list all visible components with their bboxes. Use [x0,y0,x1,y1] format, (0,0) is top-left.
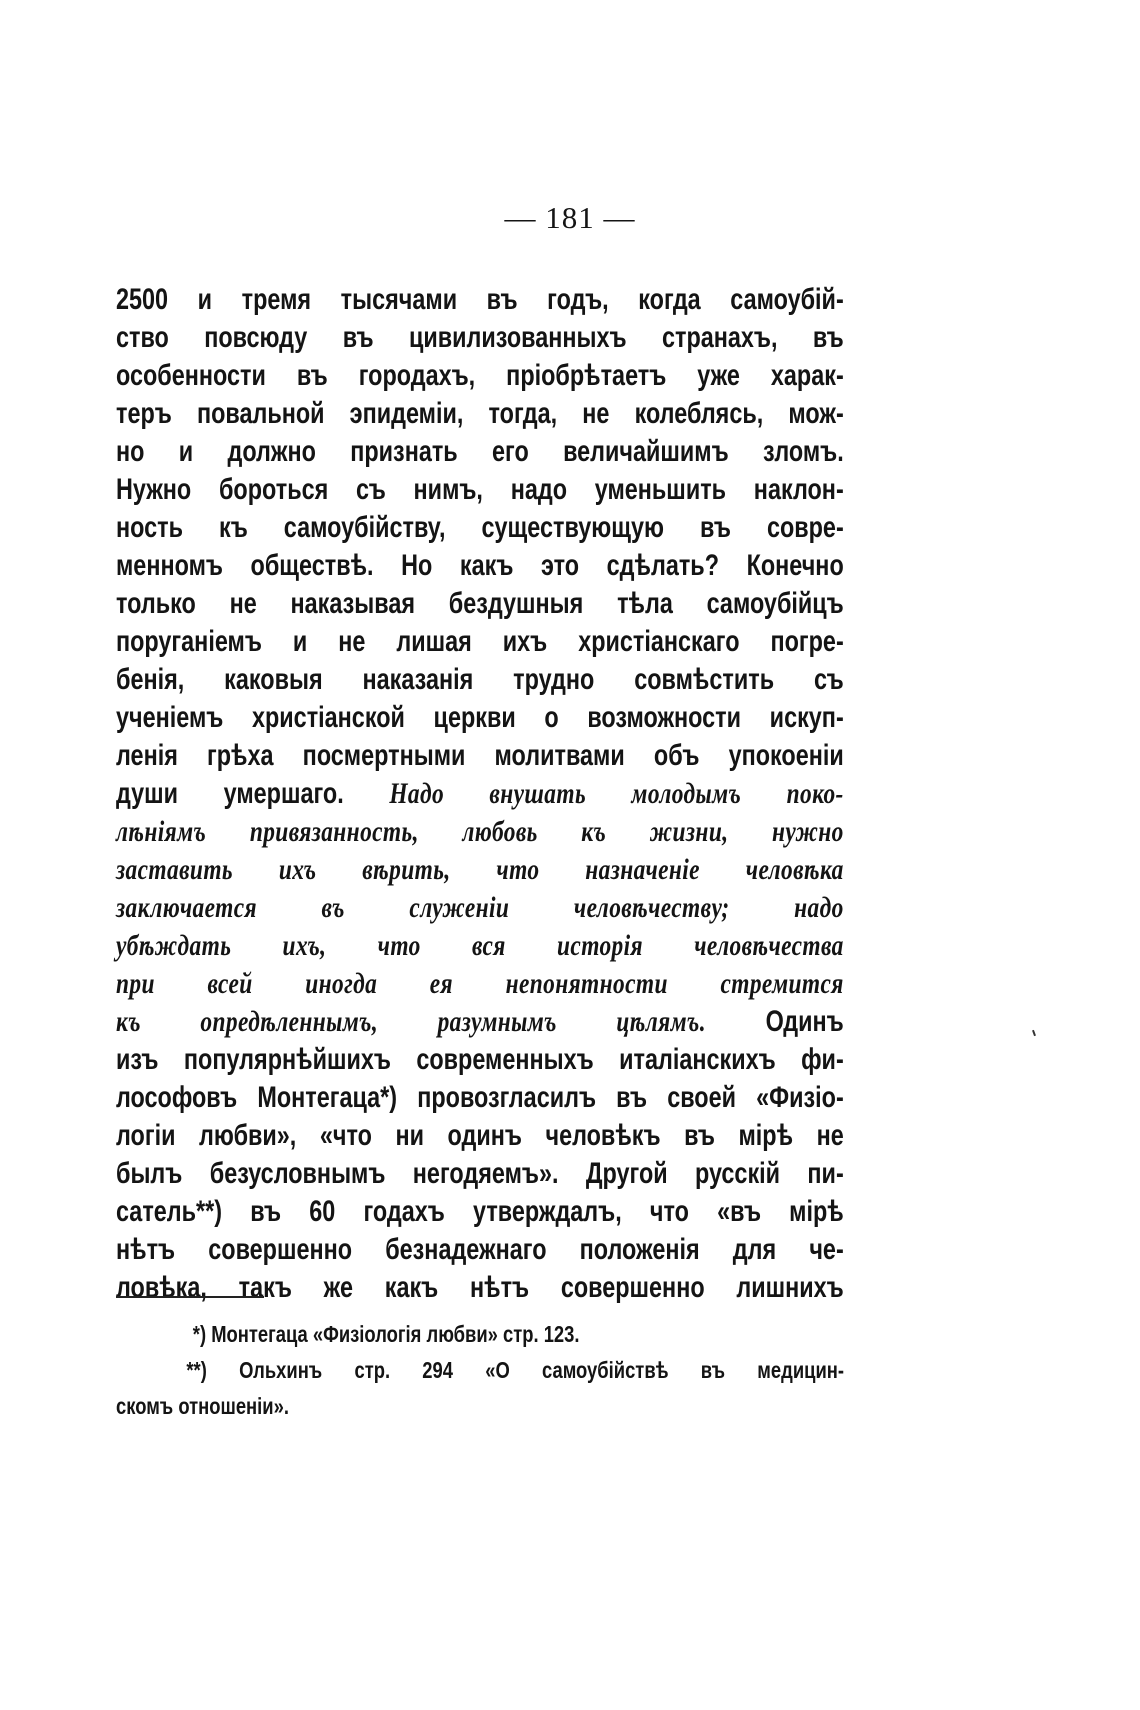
italic-text-run: при всей иногда ея непонятности стремится [116,967,844,1000]
text-run: но и должно признать его величайшимъ зломъ. [116,435,844,468]
text-line [116,509,844,547]
page-number: — 181 — [504,200,636,235]
text-line [116,357,844,395]
footnotes [116,1316,844,1424]
text-run: только не наказывая бездушныя тѣла самоубійцъ [116,587,844,620]
italic-text-run: заключается въ служеніи человѣчеству; надо [116,891,844,924]
text-line [116,1155,844,1193]
text-line [116,1269,844,1307]
text-run: былъ безусловнымъ негодяемъ». Другой русскій пи- [116,1157,844,1190]
text-line [116,1193,844,1231]
text-run: ученіемъ христіанской церкви о возможности искуп- [116,701,844,734]
text-line [116,547,844,585]
italic-text-run: убѣждать ихъ, что вся исторія человѣчества [116,929,844,962]
text-line [116,281,844,319]
text-line [116,1003,844,1041]
text-line [116,889,844,927]
text-line [116,1079,844,1117]
text-run: теръ повальной эпидеміи, тогда, не колеблясь, мож- [116,397,844,430]
text-line [116,699,844,737]
text-line [116,471,844,509]
text-line [116,585,844,623]
text-run: нѣтъ совершенно безнадежнаго положенія для че- [116,1233,844,1266]
italic-text-run: лѣніямъ привязанность, любовь къ жизни, нужно [116,815,844,848]
text-run: менномъ обществѣ. Но какъ это сдѣлать? Конечно [116,549,844,582]
text-run: Нужно бороться съ нимъ, надо уменьшить наклон- [116,473,844,506]
text-line [116,1041,844,1079]
text-run: логіи любви», «что ни одинъ человѣкъ въ мірѣ не [116,1119,844,1152]
italic-text-run: заставить ихъ вѣрить, что назначеніе человѣка [116,853,844,886]
text-line [116,775,844,813]
text-run: Одинъ [705,1005,844,1038]
text-line [116,1231,844,1269]
text-line [116,319,844,357]
text-run: ность къ самоубійству, существующую въ совре- [116,511,844,544]
text-run: ленія грѣха посмертными молитвами объ упокоеніи [116,739,844,772]
text-run: бенія, каковыя наказанія трудно совмѣстить съ [116,663,844,696]
body-text [116,281,844,1307]
text-run: 2500 и тремя тысячами въ годъ, когда самоубій- [116,283,844,316]
footnote-1: *) Монтегаца «Физіологія любви» стр. 123. [192,1321,580,1347]
footnote-2-line-2: скомъ отношеніи». [116,1393,289,1419]
text-line [116,851,844,889]
text-line [116,1117,844,1155]
text-run: души умершаго. [116,777,390,810]
text-run: лософовъ Монтегаца*) провозгласилъ въ своей «Физіо- [116,1081,844,1114]
text-line [116,965,844,1003]
text-run: сатель**) въ 60 годахъ утверждалъ, что «въ мірѣ [116,1195,844,1228]
text-line [116,433,844,471]
text-line [116,395,844,433]
text-run: ство повсюду въ цивилизованныхъ странахъ, въ [116,321,844,354]
text-line [116,927,844,965]
text-run: ловѣка, такъ же какъ нѣтъ совершенно лишнихъ [116,1271,844,1304]
text-line [116,813,844,851]
text-run: особенности въ городахъ, пріобрѣтаетъ уже харак- [116,359,844,392]
italic-text-run: Надо внушать молодымъ поко- [389,777,844,810]
text-run: изъ популярнѣйшихъ современныхъ италіанскихъ фи- [116,1043,844,1076]
text-line [116,661,844,699]
footnote-rule [116,1296,264,1298]
text-run: поруганіемъ и не лишая ихъ христіанскаго погре- [116,625,844,658]
text-line [116,737,844,775]
text-line [116,623,844,661]
footnote-2-line-1: **) Ольхинъ стр. 294 «О самоубійствѣ въ медицин- [186,1357,844,1383]
italic-text-run: къ опредѣленнымъ, разумнымъ цѣлямъ. [116,1005,706,1038]
print-speck [1032,1030,1036,1036]
